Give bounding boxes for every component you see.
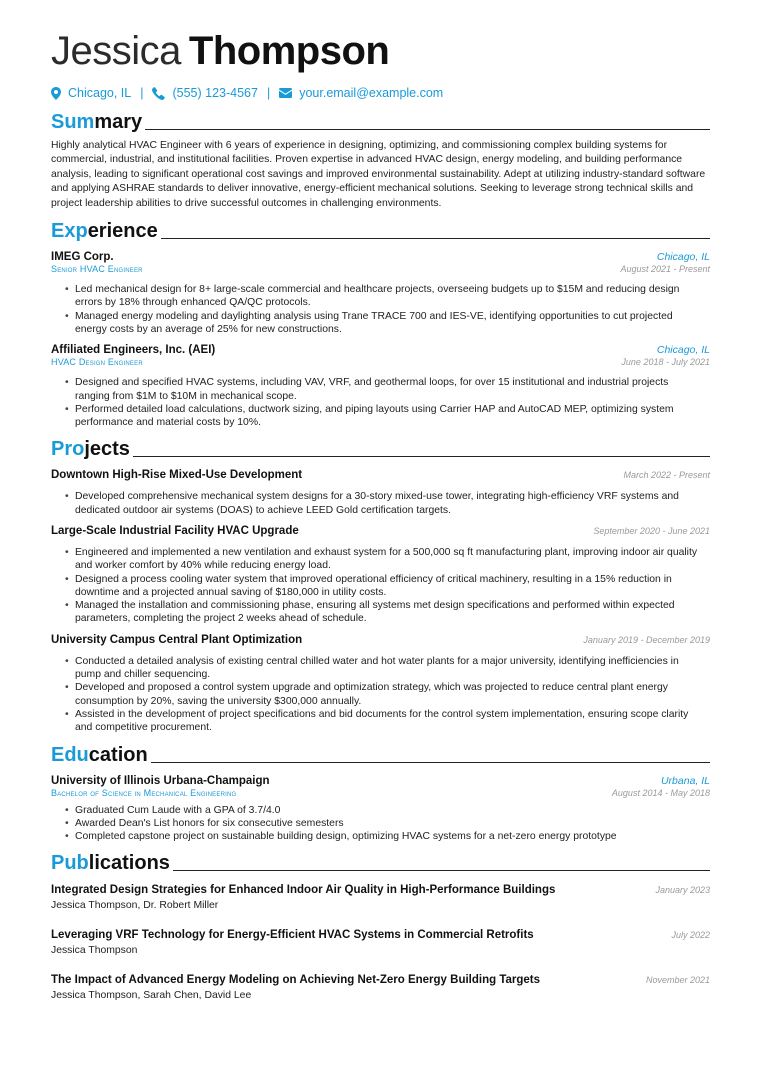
school-location: Urbana, IL [660, 774, 710, 787]
publication-title: Leveraging VRF Technology for Energy-Efficient HVAC Systems in Commercial Retrofits [51, 929, 534, 942]
project-dates: January 2019 - December 2019 [583, 634, 710, 645]
section-title: Publications [51, 852, 170, 875]
education-dates: August 2014 - May 2018 [611, 787, 710, 798]
employer-location: Chicago, IL [656, 251, 710, 264]
section-rule [161, 238, 710, 239]
bullet-item: • Graduated Cum Laude with a GPA of 3.7/4.0 [75, 804, 710, 817]
publication-title: Integrated Design Strategies for Enhanced Indoor Air Quality in High-Performance Buildings [51, 884, 556, 897]
summary-text: Highly analytical HVAC Engineer with 6 years of experience in designing, optimizing, and commissioning complex building systems for commercial, industrial, and institutional facilities. Proven expertise in advanced HVAC design, energy modeling, and building performance analysis, leading to significant operational cost savings and improved environmental sustainability. Adept at utilizing industry-standard software and applying ASHRAE standards to deliver innovative, energy-efficient mechanical solutions. Seeking to leverage strong technical skills and project leadership abilities to drive successful outcomes in challenging environments. [51, 140, 706, 209]
publication-title: The Impact of Advanced Energy Modeling on Achieving Net-Zero Energy Building Targets [51, 974, 541, 987]
bullet-item: • Developed and proposed a control system upgrade and optimization strategy, which was projected to reduce central plant energy consumption by 20%, saving the university $300,000 annually. [75, 681, 710, 708]
publication-authors: Jessica Thompson, Sarah Chen, David Lee [51, 990, 252, 1002]
section-title: Education [51, 743, 148, 766]
projects-heading [51, 437, 710, 461]
education-heading [51, 743, 710, 767]
employer-name: Affiliated Engineers, Inc. (AEI) [51, 344, 216, 357]
project-dates: September 2020 - June 2021 [593, 526, 710, 536]
employer-location: Chicago, IL [656, 344, 710, 357]
contact-bar [51, 84, 710, 102]
bullet-list [51, 283, 710, 336]
section-title: Projects [51, 438, 130, 461]
section-title: Experience [51, 220, 158, 243]
bullet-item: • Completed capstone project on sustainable building design, optimizing HVAC systems for a net-zero energy prototype [75, 830, 710, 843]
contact-separator: | [266, 86, 271, 100]
project-entry [51, 525, 710, 626]
bullet-item: • Assisted in the development of project specifications and bid documents for the control system implementation, ensuring scope clarity and competitive procurement. [75, 708, 710, 735]
section-title: Summary [51, 111, 143, 133]
bullet-item: • Managed energy modeling and daylighting analysis using Trane TRACE 700 and IES-VE, identifying opportunities to cut projected energy costs by an average of 25% for new constructions. [75, 310, 710, 337]
project-entry [51, 469, 710, 517]
bullet-item: • Awarded Dean's List honors for six consecutive semesters [75, 817, 710, 830]
phone-icon [152, 87, 172, 100]
bullet-list [51, 546, 710, 626]
job-title: Senior HVAC Engineer [51, 264, 143, 275]
envelope-icon [279, 88, 299, 98]
last-name: Thompson [188, 29, 390, 73]
publication-date: November 2021 [645, 975, 710, 986]
publication-date: July 2022 [671, 930, 710, 941]
publication-entry [51, 884, 710, 911]
bullet-list [51, 655, 710, 735]
publication-entry [51, 974, 710, 1001]
section-rule [151, 762, 710, 763]
publication-authors: Jessica Thompson, Dr. Robert Miller [51, 900, 219, 912]
bullet-item: • Designed and specified HVAC systems, including VAV, VRF, and geothermal loops, for over 15 institutional and industrial projects ranging from $1M to $10M in mechanical scope. [75, 376, 710, 403]
location-text: Chicago, IL [68, 86, 132, 100]
bullet-item: • Engineered and implemented a new ventilation and exhaust system for a 500,000 sq ft manufacturing plant, improving indoor air quality and worker comfort by 40% while reducing energy load. [75, 546, 710, 573]
contact-phone[interactable] [152, 86, 257, 100]
email-link: your.email@example.com [299, 86, 444, 100]
bullet-list [51, 804, 710, 844]
contact-location [51, 86, 131, 100]
project-dates: March 2022 - Present [623, 470, 710, 481]
candidate-name [51, 0, 710, 74]
project-title: Large-Scale Industrial Facility HVAC Upgrade [51, 525, 299, 537]
project-entry [51, 634, 710, 735]
bullet-list [51, 376, 710, 429]
publication-authors: Jessica Thompson [51, 945, 138, 957]
bullet-item: • Developed comprehensive mechanical system designs for a 30-story mixed-use tower, integrating high-efficiency VRF systems and dedicated outdoor air systems (DOAS) to achieve LEED Gold certification targets. [75, 490, 710, 517]
bullet-item: • Managed the installation and commissioning phase, ensuring all systems met design specifications and performed within expected parameters, completing the project 2 weeks ahead of schedule. [75, 599, 710, 626]
project-title: Downtown High-Rise Mixed-Use Development [51, 469, 303, 482]
education-entry [51, 775, 710, 844]
summary-heading [51, 110, 710, 134]
bullet-list [51, 490, 710, 517]
project-title: University Campus Central Plant Optimization [51, 633, 303, 646]
section-rule [133, 456, 710, 457]
job-dates: June 2018 - July 2021 [621, 357, 710, 368]
bullet-item: • Conducted a detailed analysis of existing central chilled water and hot water plants for a major university, identifying inefficiencies in pump and chiller sequencing. [75, 655, 710, 682]
contact-separator: | [140, 86, 144, 100]
bullet-item: • Performed detailed load calculations, ductwork sizing, and piping layouts using Carrier HAP and AutoCAD MEP, optimizing system performance and material costs by 10%. [75, 403, 710, 430]
bullet-item: • Designed a process cooling water system that improved operational efficiency of critical machinery, resulting in a 15% reduction in downtime and a projected annual saving of $180,000 in utility costs. [75, 573, 710, 600]
experience-entry [51, 344, 710, 429]
job-title: HVAC Design Engineer [51, 357, 143, 368]
section-rule [173, 870, 710, 871]
publication-entry [51, 929, 710, 956]
job-dates: August 2021 - Present [620, 264, 710, 275]
map-marker-icon [51, 87, 68, 100]
publications-heading [51, 851, 710, 875]
experience-entry [51, 251, 710, 336]
first-name: Jessica [51, 29, 181, 73]
section-rule [145, 129, 710, 130]
publication-date: January 2023 [655, 885, 710, 896]
experience-heading [51, 219, 710, 243]
phone-text: (555) 123-4567 [172, 86, 258, 100]
school-name: University of Illinois Urbana-Champaign [51, 774, 270, 787]
degree: Bachelor of Science in Mechanical Engineering [51, 787, 237, 798]
contact-email[interactable] [279, 86, 443, 100]
bullet-item: • Led mechanical design for 8+ large-scale commercial and healthcare projects, overseeing budgets up to $15M and reducing design errors by 18% through enhanced QA/QC protocols. [75, 283, 710, 310]
employer-name: IMEG Corp. [51, 251, 114, 264]
